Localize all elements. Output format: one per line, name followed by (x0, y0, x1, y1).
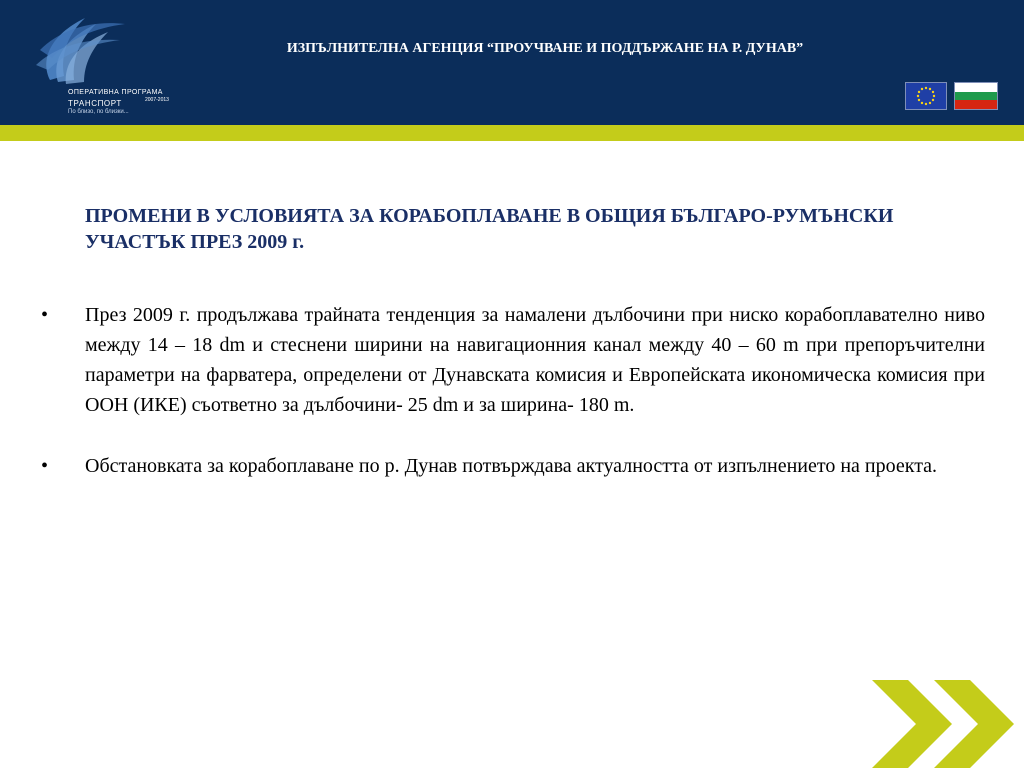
bullet-list (0, 300, 1024, 481)
logo-transport-label: ТРАНСПОРТ (68, 99, 122, 108)
program-logo (30, 10, 190, 115)
list-item (41, 451, 985, 481)
list-item (41, 300, 985, 420)
bulgaria-flag-icon (954, 82, 998, 110)
header-band (0, 0, 1024, 125)
chevron-decoration-icon (872, 680, 1024, 768)
bullet-text: През 2009 г. продължава трайната тенденция за намалени дълбочини при ниско корабоплавателно ниво между 14 – 18 dm и стеснени ширини на навигационния канал между 40 – 60 m при препоръчителни параметри на фарватера, определени от Дунавската комисия и Европейската икономическа комисия при ООН (ИКЕ) съответно за дълбочини- 25 dm и за ширина- 180 m. (85, 304, 985, 416)
bullet-text: Обстановката за корабоплаване по р. Дунав потвърждава актуалността от изпълнението на проекта. (85, 455, 938, 477)
accent-bar (0, 125, 1024, 141)
eu-flag-icon (905, 82, 947, 110)
bullet-marker: • (41, 304, 49, 326)
swoosh-logo-icon (30, 10, 140, 92)
agency-title: ИЗПЪЛНИТЕЛНА АГЕНЦИЯ “ПРОУЧВАНЕ И ПОДДЪРЖАНЕ НА Р. ДУНАВ” (286, 41, 804, 56)
bullet-marker: • (41, 455, 49, 477)
logo-tagline: По близо, по близки... (68, 109, 129, 115)
content-title: ПРОМЕНИ В УСЛОВИЯТА ЗА КОРАБОПЛАВАНЕ В ОБЩИЯ БЪЛГАРО-РУМЪНСКИ УЧАСТЪК ПРЕЗ 2009 г. (85, 205, 894, 253)
logo-years-label: 2007-2013 (145, 97, 169, 103)
logo-program-label: ОПЕРАТИВНА ПРОГРАМА (68, 89, 163, 96)
